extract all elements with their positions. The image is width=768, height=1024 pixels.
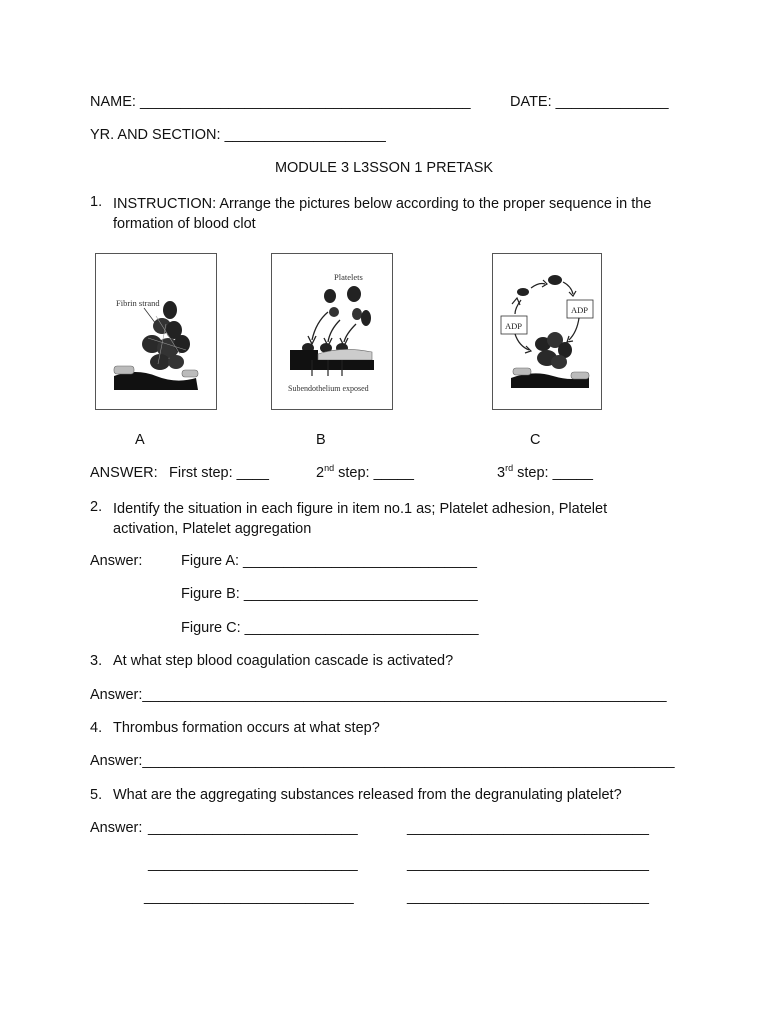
figure-c (492, 253, 602, 410)
third-step-rest: step: _____ (513, 465, 593, 481)
figure-a-answer[interactable]: Figure A: _____________________________ (181, 553, 477, 569)
name-blank[interactable]: _________________________________________ (139, 94, 471, 110)
q5-blank-1[interactable]: __________________________ (148, 820, 358, 836)
figure-b (271, 253, 393, 410)
q5-blank-5[interactable]: __________________________ (144, 889, 354, 905)
section-blank[interactable]: ____________________ (224, 127, 386, 143)
third-step-blank[interactable] (497, 465, 593, 481)
second-step-num: 2 (316, 465, 325, 481)
fig-c-label-left: ADP (505, 321, 523, 331)
date-label: DATE: (510, 94, 552, 110)
figure-b-letter: B (316, 432, 326, 448)
fig-a-label: Fibrin strand (116, 298, 160, 308)
figure-c-letter: C (530, 432, 541, 448)
figure-a (95, 253, 217, 410)
q3-answer[interactable]: Answer:_________________________________________________________________ (90, 687, 667, 703)
date-blank[interactable]: ______________ (555, 94, 669, 110)
third-step-num: 3 (497, 465, 506, 481)
q5-blank-4[interactable]: ______________________________ (407, 856, 649, 872)
q1-answer-label: ANSWER: (90, 465, 158, 481)
q5-text: What are the aggregating substances released from the degranulating platelet? (113, 787, 622, 803)
second-step-blank[interactable] (316, 465, 414, 481)
second-step-rest: step: _____ (334, 465, 414, 481)
page-title: MODULE 3 L3SSON 1 PRETASK (274, 160, 494, 176)
q4-number: 4. (90, 720, 103, 736)
q5-blank-2[interactable]: ______________________________ (407, 820, 649, 836)
q1-number: 1. (90, 194, 103, 210)
q2-number: 2. (90, 499, 103, 515)
q4-text: Thrombus formation occurs at what step? (113, 720, 380, 736)
q2-answer-label: Answer: (90, 553, 143, 569)
name-label: NAME: (90, 94, 136, 110)
q5-blank-3[interactable]: __________________________ (148, 856, 358, 872)
fig-b-label-bottom: Subendothelium exposed (288, 384, 369, 393)
q2-text: Identify the situation in each figure in item no.1 as; Platelet adhesion, Platelet activation, Platelet aggregation (113, 501, 608, 537)
q3-text: At what step blood coagulation cascade is activated? (113, 653, 454, 669)
figure-b-answer[interactable]: Figure B: _____________________________ (181, 586, 478, 602)
section-line (90, 127, 386, 143)
q5-answer-label: Answer: (90, 820, 143, 836)
figure-c-answer[interactable]: Figure C: _____________________________ (181, 620, 479, 636)
first-step-blank[interactable]: First step: ____ (169, 465, 269, 481)
date-line (510, 94, 669, 110)
name-line (90, 94, 471, 110)
q5-number: 5. (90, 787, 103, 803)
q3-number: 3. (90, 653, 103, 669)
q1-text: INSTRUCTION: Arrange the pictures below according to the proper sequence in the formation of blood clot (113, 196, 652, 232)
q4-answer[interactable]: Answer:__________________________________________________________________ (90, 753, 675, 769)
third-step-sup: rd (505, 463, 514, 474)
second-step-sup: nd (324, 463, 335, 474)
fig-b-label-top: Platelets (334, 272, 363, 282)
q5-blank-6[interactable]: ______________________________ (407, 889, 649, 905)
section-label: YR. AND SECTION: (90, 127, 221, 143)
fig-c-label-right: ADP (571, 305, 589, 315)
figure-a-letter: A (135, 432, 145, 448)
